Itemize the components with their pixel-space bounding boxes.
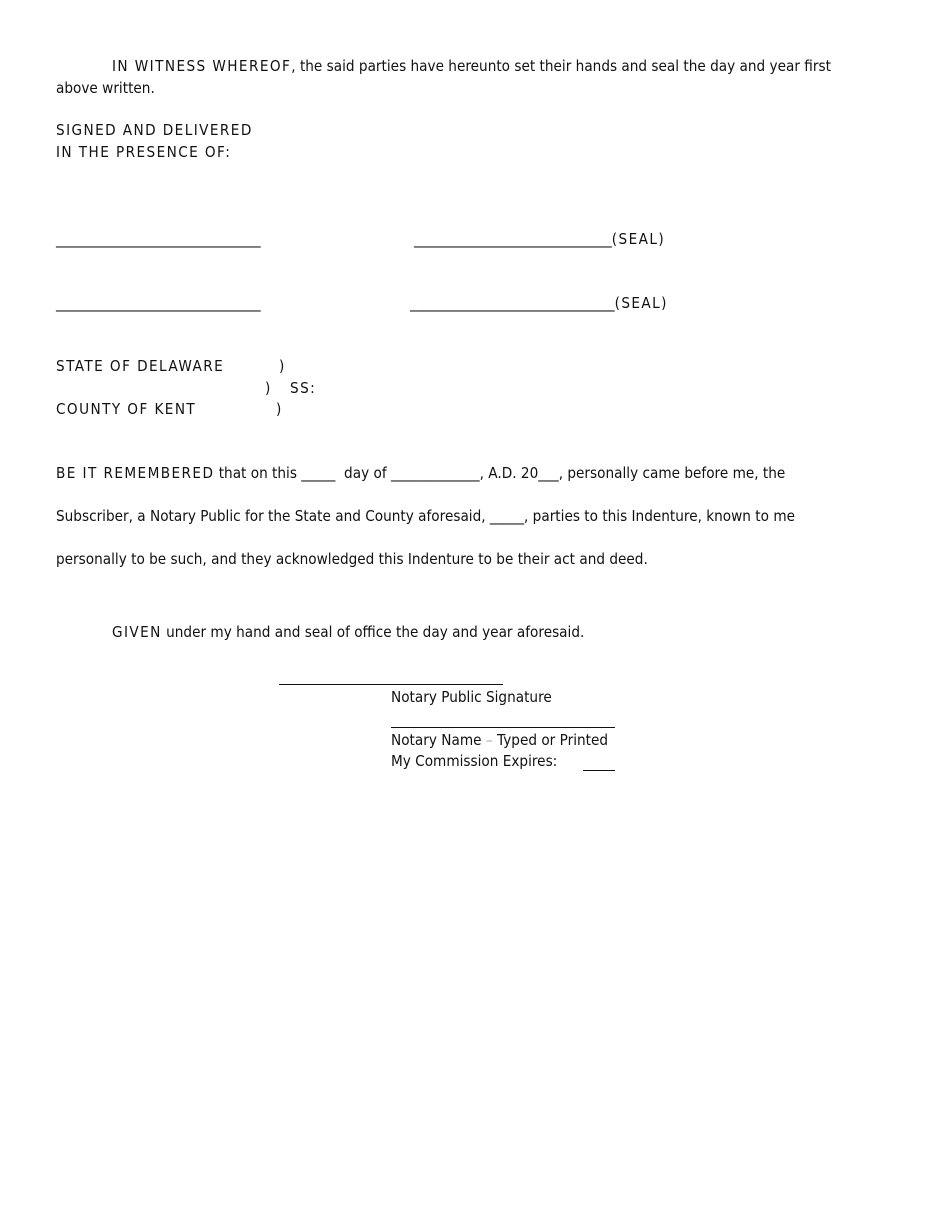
witness-clause-lead: IN WITNESS WHEREOF <box>112 57 292 75</box>
venue-state: STATE OF DELAWARE <box>56 357 225 375</box>
seal-label-1: (SEAL) <box>611 230 666 248</box>
notary-signature-line[interactable] <box>279 684 503 685</box>
venue-state-paren: ) <box>279 357 285 375</box>
party-signature-line-2[interactable] <box>410 293 668 313</box>
witness-clause-line2: above written. <box>56 79 155 97</box>
witness-signature-line-2[interactable]: ______________________________ <box>56 294 261 312</box>
notary-name-label-part2: Typed or Printed <box>492 731 609 749</box>
given-clause-text: under my hand and seal of office the day and year aforesaid. <box>161 623 585 641</box>
seal-label-2: (SEAL) <box>614 294 668 312</box>
witness-signature-line-1[interactable]: ______________________________ <box>56 230 261 248</box>
venue-county-paren: ) <box>276 400 282 418</box>
acknowledgment-line3: personally to be such, and they acknowledged this Indenture to be their act and deed. <box>56 550 648 568</box>
given-clause <box>112 622 584 642</box>
venue-county: COUNTY OF KENT <box>56 400 197 418</box>
party-signature-blank-1[interactable]: _____________________________ <box>414 230 612 248</box>
acknowledgment-lead: BE IT REMEMBERED <box>56 464 215 482</box>
acknowledgment-text-1: that on this _____ day of _____________, A.D. 20___, personally came before me, the <box>214 464 786 482</box>
witness-clause-line1 <box>112 56 831 76</box>
party-signature-blank-2[interactable]: ______________________________ <box>410 294 615 312</box>
notary-name-line[interactable] <box>391 727 615 728</box>
venue-ss-paren: ) <box>265 379 271 397</box>
acknowledgment-line2: Subscriber, a Notary Public for the State and County aforesaid, _____, parties to this Indenture, known to me <box>56 507 796 525</box>
commission-expires-line[interactable] <box>583 770 615 771</box>
party-signature-line-1[interactable] <box>414 229 665 249</box>
notary-name-label <box>391 730 608 750</box>
given-clause-lead: GIVEN <box>112 623 162 641</box>
en-dash: – <box>485 731 493 749</box>
notary-signature-label: Notary Public Signature <box>391 688 552 706</box>
witness-clause-text: , the said parties have hereunto set their hands and seal the day and year first <box>291 57 831 75</box>
commission-expires-label: My Commission Expires: <box>391 752 558 770</box>
presence-of-heading: IN THE PRESENCE OF: <box>56 143 232 161</box>
venue-ss-label: SS: <box>290 379 317 397</box>
acknowledgment-line1 <box>56 463 785 483</box>
signed-delivered-heading: SIGNED AND DELIVERED <box>56 121 253 139</box>
notary-name-label-part1: Notary Name <box>391 731 486 749</box>
